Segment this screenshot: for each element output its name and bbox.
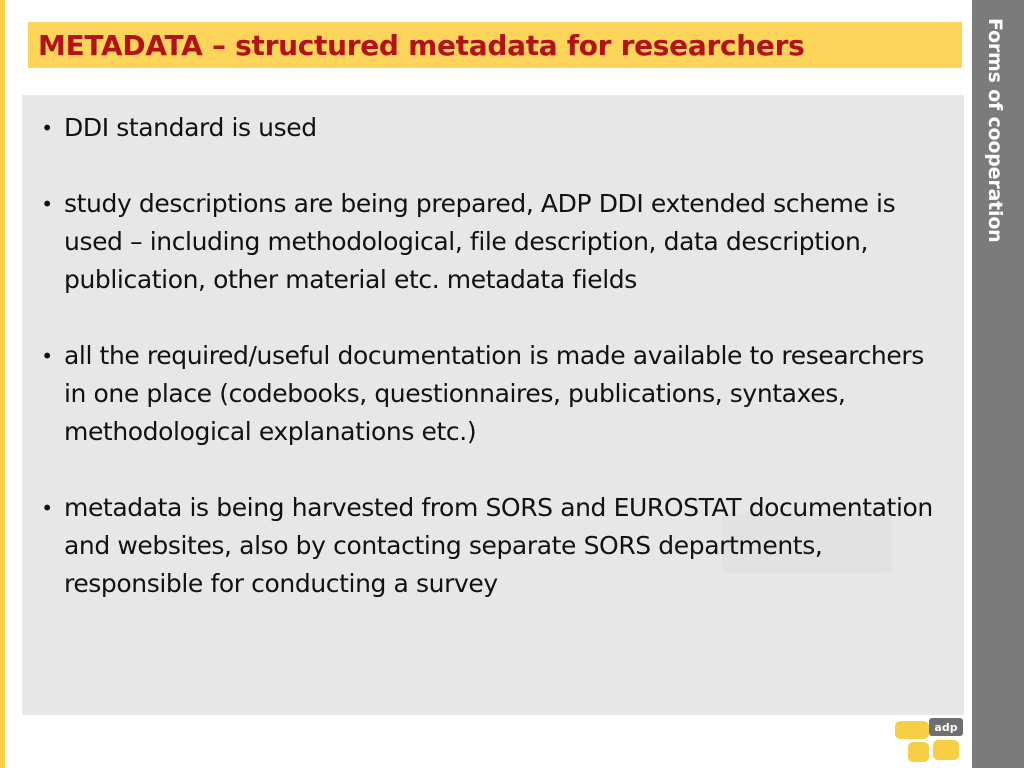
logo-yellow-block-right bbox=[933, 740, 959, 760]
adp-logo-icon bbox=[893, 716, 967, 766]
title-bar bbox=[28, 22, 962, 68]
bullet-text: study descriptions are being prepared, ADP DDI extended scheme is used – including methodological, file description, data description, publication, other material etc. metadata fields bbox=[64, 189, 896, 294]
side-label: Forms of cooperation bbox=[984, 18, 1006, 243]
logo-text: adp bbox=[934, 721, 958, 734]
left-accent-stripe bbox=[0, 0, 5, 768]
bullet-item bbox=[30, 337, 944, 451]
bullet-icon: • bbox=[41, 192, 53, 216]
bullet-text: DDI standard is used bbox=[64, 113, 317, 142]
logo-yellow-block-top bbox=[895, 721, 929, 739]
bullet-list bbox=[22, 95, 964, 641]
bullet-item bbox=[30, 109, 944, 147]
logo-yellow-block-bottom bbox=[908, 742, 929, 762]
bullet-text: metadata is being harvested from SORS and EUROSTAT documentation and websites, also by contacting separate SORS departments, responsible for conducting a survey bbox=[64, 493, 933, 598]
content-panel bbox=[22, 95, 964, 715]
side-panel bbox=[972, 0, 1024, 768]
bullet-text: all the required/useful documentation is made available to researchers in one place (codebooks, questionnaires, publications, syntaxes, methodological explanations etc.) bbox=[64, 341, 924, 446]
bullet-icon: • bbox=[41, 116, 53, 140]
bullet-item bbox=[30, 185, 944, 299]
bullet-item bbox=[30, 489, 944, 603]
slide-title: METADATA – structured metadata for researchers bbox=[38, 28, 805, 62]
bullet-icon: • bbox=[41, 496, 53, 520]
bullet-icon: • bbox=[41, 344, 53, 368]
